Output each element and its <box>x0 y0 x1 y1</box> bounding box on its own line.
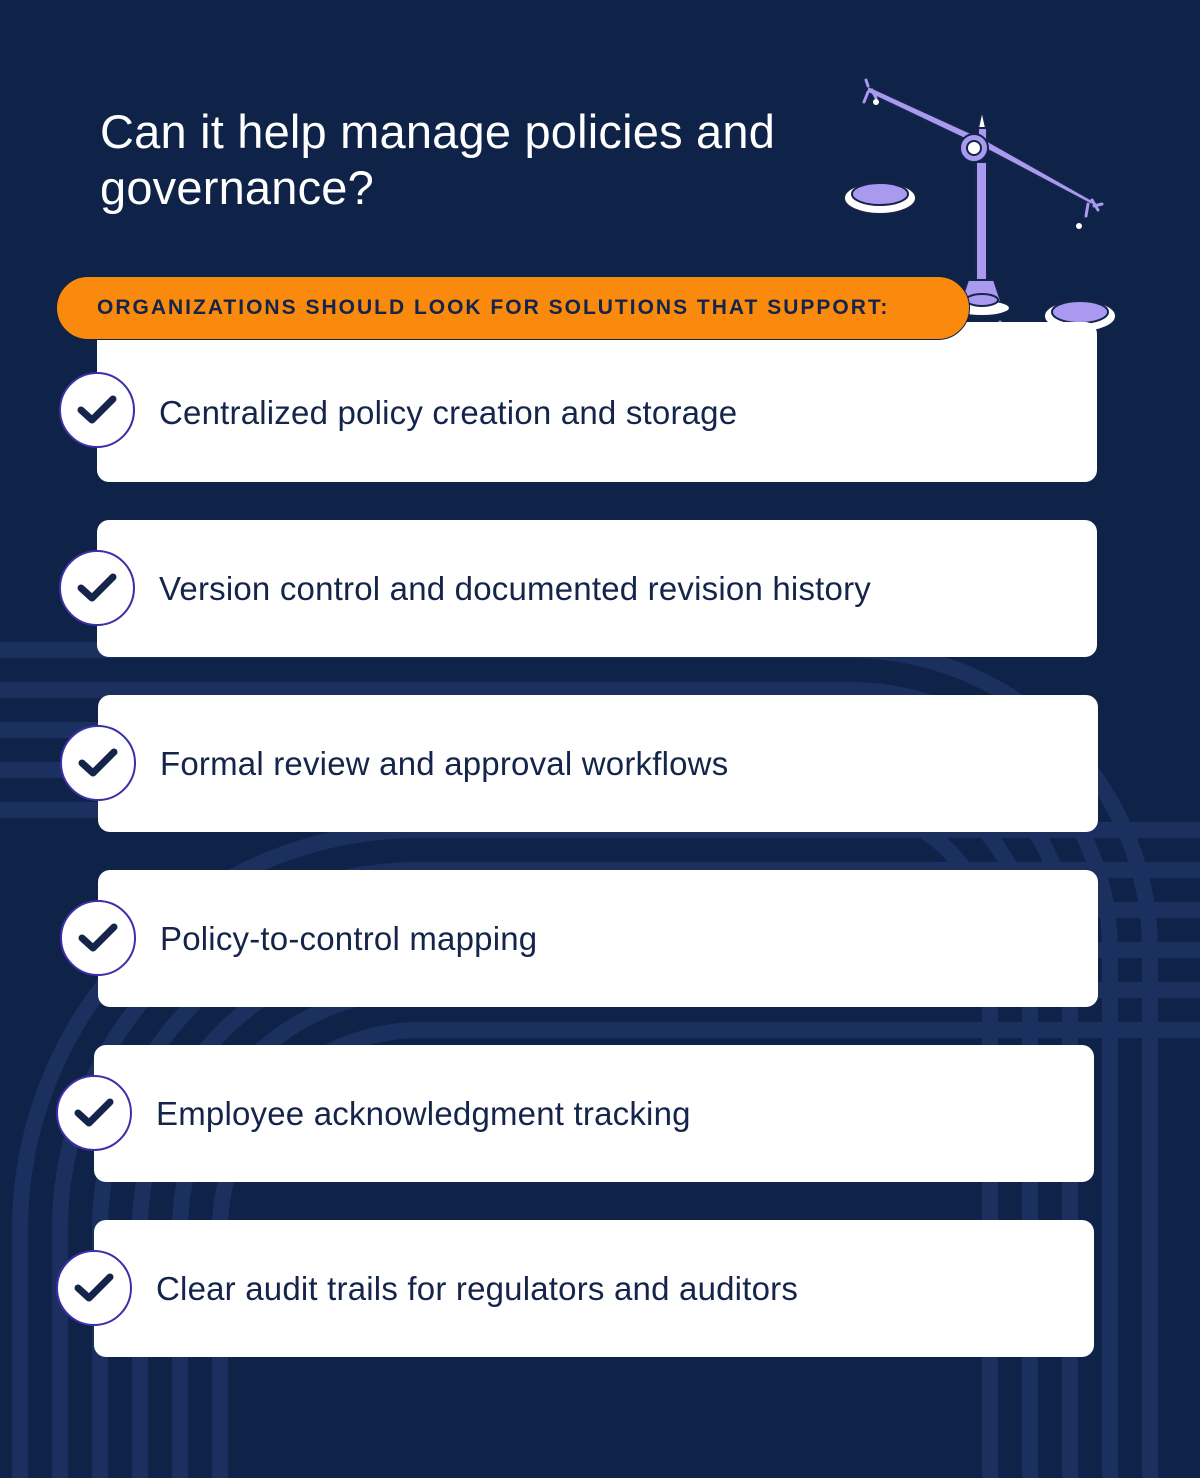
list-item <box>97 322 1097 482</box>
check-icon <box>59 372 135 448</box>
banner-text: ORGANIZATIONS SHOULD LOOK FOR SOLUTIONS THAT SUPPORT: <box>97 296 890 319</box>
list-item <box>97 520 1097 657</box>
section-banner <box>56 276 970 340</box>
page-title: Can it help manage policies and governance? <box>100 105 776 214</box>
list-item-label: Clear audit trails for regulators and auditors <box>156 1269 799 1307</box>
list-item <box>98 870 1098 1007</box>
list-item-label: Policy-to-control mapping <box>160 919 538 957</box>
list-item <box>94 1220 1094 1357</box>
check-icon <box>59 550 135 626</box>
list-item-label: Employee acknowledgment tracking <box>156 1094 691 1132</box>
check-icon <box>60 725 136 801</box>
check-icon <box>60 900 136 976</box>
list-item <box>94 1045 1094 1182</box>
list-item-label: Formal review and approval workflows <box>160 744 729 782</box>
check-icon <box>56 1250 132 1326</box>
list-item-label: Centralized policy creation and storage <box>159 394 738 431</box>
check-icon <box>56 1075 132 1151</box>
list-item-label: Version control and documented revision history <box>159 569 871 607</box>
list-item <box>98 695 1098 832</box>
